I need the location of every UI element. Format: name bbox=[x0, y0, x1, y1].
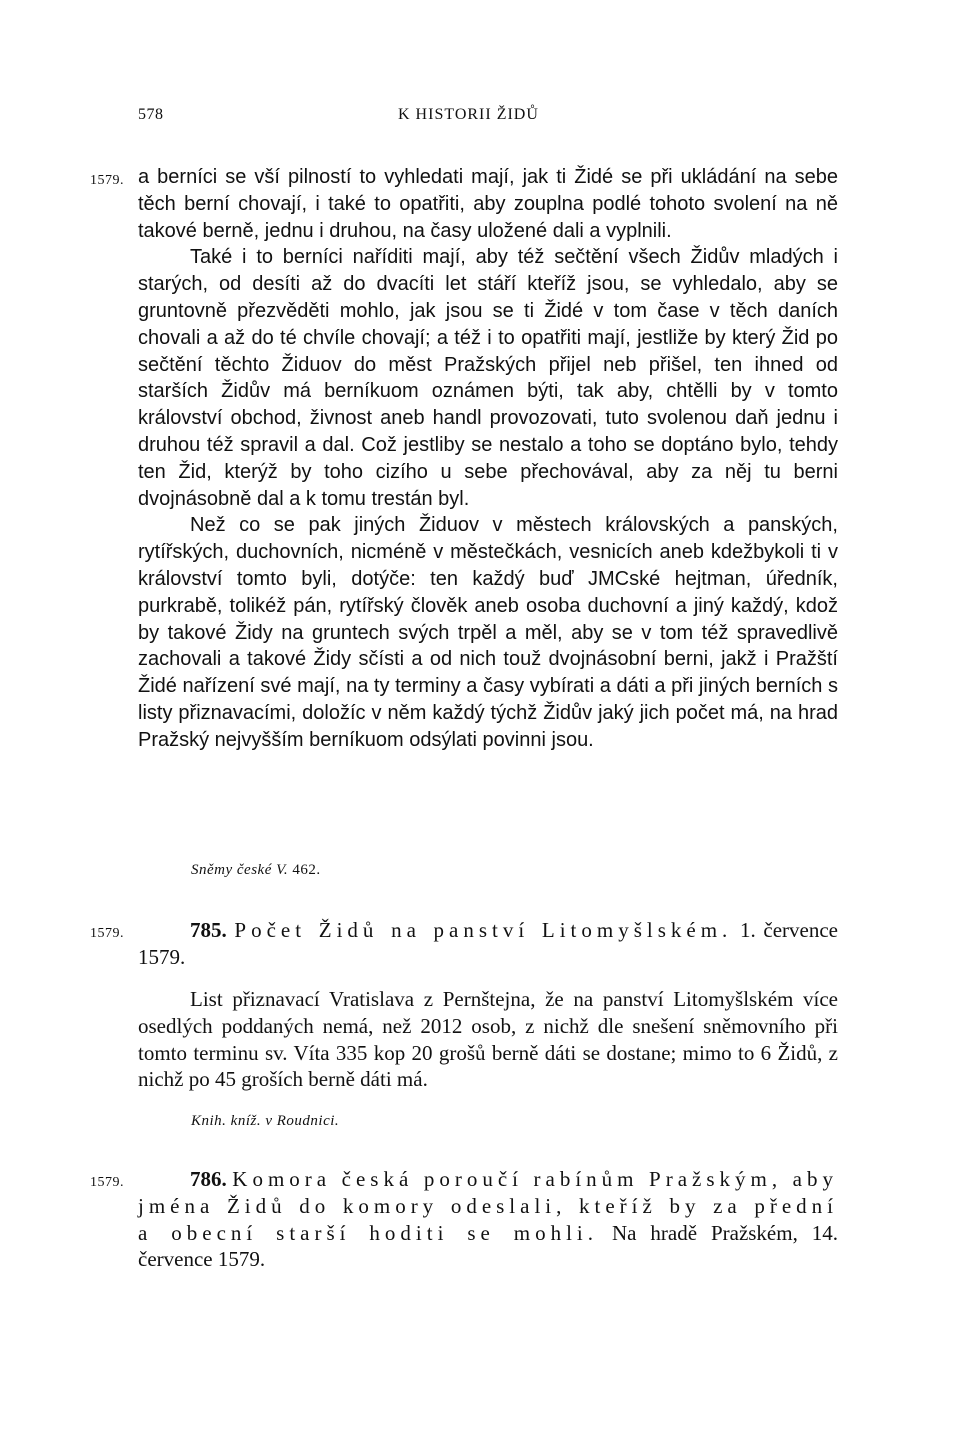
paragraph bbox=[138, 244, 838, 512]
margin-year: 1579. bbox=[90, 1175, 124, 1190]
entry-786-heading bbox=[138, 1166, 838, 1273]
document-title: Počet Židů na panství Litomyšlském. bbox=[234, 918, 733, 942]
document-date: Na hradě Pražském, 14. července 1579. bbox=[138, 1220, 839, 1272]
document-date: 1. července 1579. bbox=[138, 918, 838, 969]
paragraph: a berníci se vší pilností to vyhledati mají, jak ti Židé se při ukládání na sebe těch berní chovají, i také to opatřiti, aby zouplna podlé tohoto svolení na ně takové berně, jednu i druhou, na časy uložené dali a vyplnili. bbox=[138, 166, 838, 242]
running-title: K HISTORII ŽIDŮ bbox=[398, 106, 539, 123]
source-text: Sněmy české V. bbox=[191, 862, 289, 878]
document-number: 786. bbox=[190, 1167, 227, 1191]
paragraph-text: Také i to berníci naříditi mají, aby též sečtění všech Židův mladých i starých, od desíti až do dvacíti let stáří kteříž jsou, se vyhledalo, aby se gruntovně přezvěděti mohlo, jak jsou se ti Židé v tom čase v těch daních chovali a až do té chvíle chovají; a též i to opatřiti mají, jestliže by který Žid po sečtění těchto Židuov do měst Pražských přijel neb přišel, ten ihned od starších Židův má berníkuom oznámen býti, tak aby, chtělli by v tomto království obchod, živnost aneb handl provozovati, tuto svolenou daň jednu i druhou též spravil a dal. Což jestliby se nestalo a toho se doptáno bylo, tehdy ten Žid, kterýž by toho cizího u sebe přechovával, aby za něj tu berni dvojnásobně dal a k tomu trestán byl. bbox=[138, 246, 838, 510]
margin-year: 1579. bbox=[90, 926, 124, 941]
margin-year: 1579. bbox=[90, 173, 124, 188]
source-number: 462. bbox=[292, 862, 321, 878]
page-number: 578 bbox=[138, 106, 164, 123]
continued-entry bbox=[138, 164, 838, 754]
entry-785-body bbox=[138, 986, 838, 1093]
paragraph bbox=[138, 512, 838, 753]
entry-785-heading bbox=[138, 917, 838, 971]
source-citation bbox=[191, 862, 321, 879]
document-number: 785. bbox=[190, 918, 227, 942]
paragraph-text: Než co se pak jiných Židuov v městech královských a panských, rytířských, duchovních, nicméně v městečkách, vesnicích aneb kdežbykoli ti v království tomto byli, dotýče: ten každý buď JMCské hejtman, úředník, purkrabě, tolikéž pán, rytířský člověk aneb osoba duchovní a jiný každý, kdož by takové Židy na gruntech svých trpěl a měl, aby se v tom též spravedlivě zachovali a takové Židy sčísti a od nich touž dvojnásobní berni, jakž i Pražští Židé nařízení své mají, na ty terminy a časy vybírati a dáti a při jiných berních s listy přiznavacími, doložíc v něm každý týchž Židův jaký jich počet má, na hrad Pražský nejvyšším berníkuom odsýlati povinni jsou. bbox=[138, 514, 838, 751]
source-citation: Knih. kníž. v Roudnici. bbox=[191, 1113, 340, 1129]
document-title: Komora česká poroučí rabínům Pražským, aby jména Židů do komory odeslali, kteříž by za přední a obecní starší hoditi se mohli. bbox=[138, 1167, 838, 1245]
paragraph-text: List přiznavací Vratislava z Pernštejna, že na panství Litomyšlském více osedlých poddaných nemá, než 2012 osob, z nichž dle snešení sněmovního při tomto terminu sv. Víta 335 kop 20 grošů berně dáti se dostane; mimo to 6 Židů, z nichž po 45 groších berně dáti má. bbox=[138, 987, 838, 1092]
